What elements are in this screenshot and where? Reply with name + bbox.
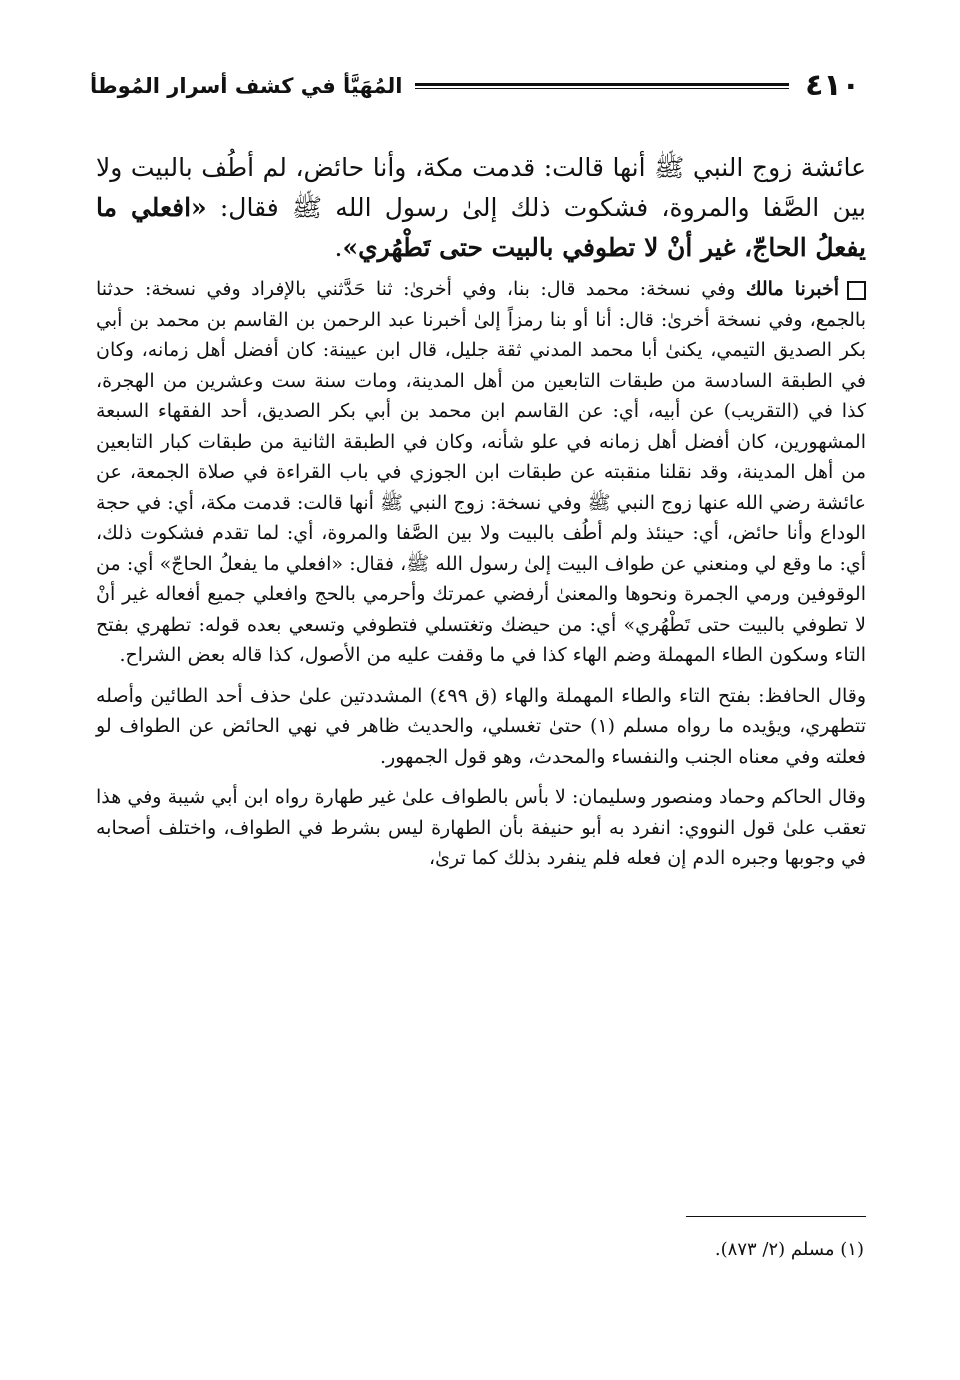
commentary-text-2: وقال الحافظ: بفتح التاء والطاء المهملة والهاء (ق ٤٩٩) المشددتين علىٰ حذف أحد الطائين وأصله تتطهري، ويؤيده ما رواه مسلم (١) حتىٰ تغسلي، والحديث ظاهر في نهي الحائض عن الطواف لو فعلته وفي معناه الجنب والنفساء والمحدث، وهو قول الجمهور.	[96, 684, 866, 768]
page-number: ٤١٠	[805, 68, 860, 103]
header-rule	[415, 83, 790, 89]
hadith-end: .	[334, 233, 343, 262]
commentary-lead: أخبرنا مالك	[745, 278, 839, 300]
commentary-text-3: وقال الحاكم وحماد ومنصور وسليمان: لا بأس بالطواف علىٰ غير طهارة رواه ابن أبي شيبة وفي هذا تعقب علىٰ قول النووي: انفرد به أبو حنيفة بأن الطهارة ليس بشرط في الطواف، واختلف أصحابه في وجوبها وجبره الدم إن فعله فلم ينفرد بذلك كما ترىٰ،	[96, 786, 866, 869]
commentary-paragraph-1	[96, 274, 866, 671]
page-body	[96, 148, 866, 884]
hadith-text	[96, 148, 866, 268]
footnote-rule	[686, 1216, 866, 1217]
square-bullet-icon	[847, 281, 866, 300]
commentary-text-1: وفي نسخة: محمد قال: بنا، وفي أخرىٰ: ثنا حَدَّثني بالإفراد وفي نسخة: حدثنا بالجمع، وفي نسخة أخرىٰ: قال: أنا أو بنا رمزاً إلىٰ أخبرنا عبد الرحمن بن القاسم بن محمد بن أبي بكر الصديق التيمي، يكنىٰ أبا محمد المدني ثقة جليل، قال ابن عيينة: كان أفضل أهل زمانه، وكان في الطبقة السادسة من طبقات التابعين من أهل المدينة، ومات سنة ست وعشرين من الهجرة، كذا في (التقريب) عن أبيه، أي: عن القاسم ابن محمد بن أبي بكر الصديق، أحد الفقهاء السبعة المشهورين، كان أفضل أهل زمانه في علو شأنه، وكان في الطبقة الثانية من طبقات كبار التابعين من أهل المدينة، وقد نقلنا منقبته عن طبقات ابن الجوزي في باب القراءة في صلاة الجمعة، عن عائشة رضي الله عنها زوج النبي ﷺ وفي نسخة: زوج النبي ﷺ أنها قالت: قدمت مكة، أي: في حجة الوداع وأنا حائض، أي: حينئذ ولم أطُف بالبيت ولا بين الصَّفا والمروة، أي: لما تقدم فشكوت ذلك، أي: ما وقع لي ومنعني عن طواف البيت إلىٰ رسول الله ﷺ، فقال: «افعلي ما يفعلُ الحاجّ» أي: من الوقوفين ورمي الجمرة ونحوها والمعنىٰ أرفضي عمرتك وأحرمي بالحج وافعلي جميع أفعاله غير أنْ لا تطوفي بالبيت حتى تَطْهُري» أي: من حيضك وتغتسلي فتطوفي وتسعي بعده قوله: تطهري بفتح التاء وسكون الطاء المهملة وضم الهاء كذا في ما وقفت عليه من الأصول، كذا قاله بعض الشراح.	[96, 278, 866, 666]
book-title: المُهَيَّأ في كشف أسرار المُوطأ	[90, 74, 403, 98]
hadith-part1: عائشة زوج النبي ﷺ أنها قالت: قدمت مكة، وأنا حائض، لم أطُف بالبيت ولا بين الصَّفا والمروة، فشكوت ذلك إلىٰ رسول الله ﷺ فقال:	[96, 153, 866, 222]
commentary-paragraph-3	[96, 782, 866, 874]
footnote: (١) مسلم (٢/ ٨٧٣).	[714, 1239, 864, 1260]
page-header	[90, 64, 860, 108]
commentary-paragraph-2	[96, 681, 866, 773]
hadith-quote: «افعلي ما يفعلُ الحاجّ، غير أنْ لا تطوفي بالبيت حتى تَطْهُري»	[96, 193, 866, 262]
